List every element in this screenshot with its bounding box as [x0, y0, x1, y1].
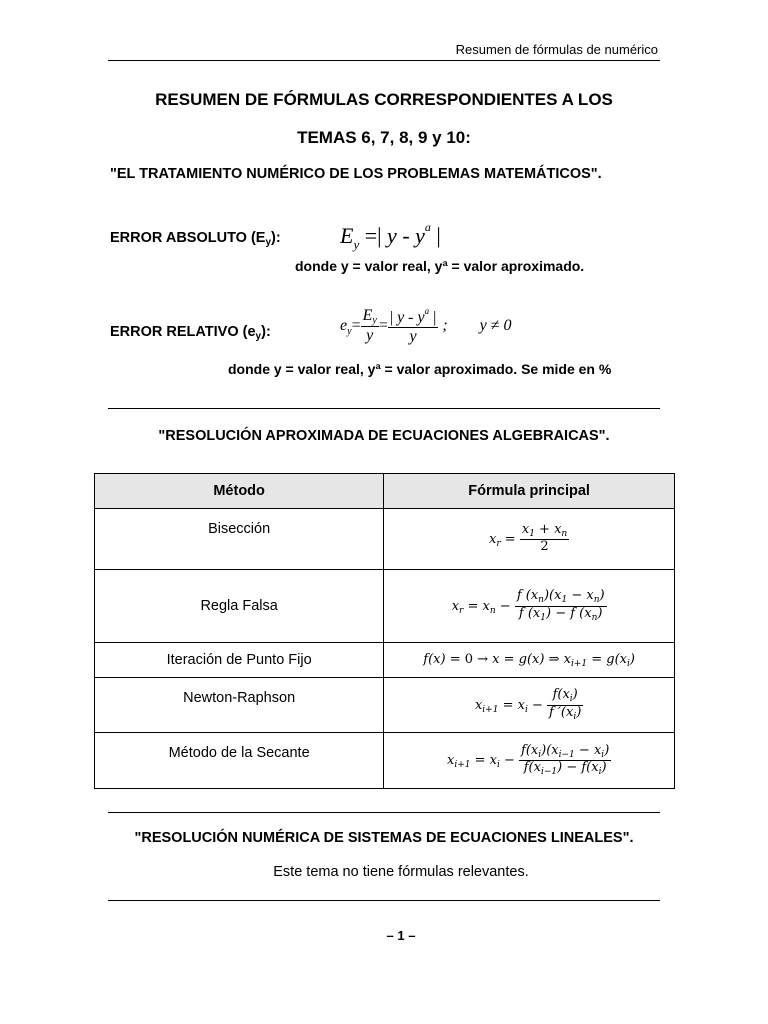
- rel-error-formula: $e_y=$ $\frac{Ey}{y}$ = $\frac{| y - y^a |}{y}$ ; y ≠ 0: [340, 306, 512, 346]
- method-name: Método de la Secante: [95, 733, 384, 789]
- table-row: [95, 643, 675, 678]
- methods-table: [94, 473, 675, 789]
- table-row: [95, 509, 675, 570]
- table-row: [95, 678, 675, 733]
- method-name: Newton-Raphson: [95, 678, 384, 733]
- section-divider-2: [108, 812, 660, 813]
- method-name: Regla Falsa: [95, 570, 384, 643]
- table-row: [95, 733, 675, 789]
- table-header-row: [95, 474, 675, 509]
- formula-regula-falsi: $x_r = x_n$ − $\frac{f (x_n)(x_1 - x_n)}{f (x_1) - f (x_n)}$: [384, 570, 675, 643]
- formula-newton-raphson: $x_{i+1} = x_i$ − $\frac{f(x_i)}{f '(x_i)}$: [384, 678, 675, 733]
- method-name: Bisección: [95, 509, 384, 570]
- formula-bisection: $x_r$ = $\frac{x_1 + x_n}{2}$: [384, 509, 675, 570]
- column-header-method: Método: [95, 474, 384, 509]
- section-divider-3: [108, 900, 660, 901]
- column-header-formula: Fórmula principal: [384, 474, 675, 509]
- abs-error-note: donde y = valor real, yª = valor aproximado.: [295, 258, 585, 274]
- rel-error-label: ERROR RELATIVO $(e_y)$:: [110, 324, 271, 342]
- section3-heading: "RESOLUCIÓN NUMÉRICA DE SISTEMAS DE ECUACIONES LINEALES".: [134, 830, 634, 846]
- formula-fixed-point: f(x) = 0 → x = g(x) ⇒ $x_{i+1} = g(x_i)$: [384, 643, 675, 678]
- formula-secant: $x_{i+1} = x_i$ − $\frac{f(x_i)(x_{i-1} - x_i)}{f(x_{i-1}) - f(x_i)}$: [384, 733, 675, 789]
- page-title-line2: TEMAS 6, 7, 8, 9 y 10:: [297, 128, 471, 147]
- section1-heading: "EL TRATAMIENTO NUMÉRICO DE LOS PROBLEMAS MATEMÁTICOS".: [110, 166, 602, 182]
- section2-heading: "RESOLUCIÓN APROXIMADA DE ECUACIONES ALGEBRAICAS".: [158, 428, 610, 444]
- running-header: Resumen de fórmulas de numérico: [455, 42, 658, 57]
- section-divider-1: [108, 408, 660, 409]
- table-row: [95, 570, 675, 643]
- abs-error-label: ERROR ABSOLUTO $(E_y)$:: [110, 230, 281, 248]
- method-name: Iteración de Punto Fijo: [95, 643, 384, 678]
- header-rule: [108, 60, 660, 61]
- section3-note: Este tema no tiene fórmulas relevantes.: [273, 864, 529, 880]
- page-title-line1: RESUMEN DE FÓRMULAS CORRESPONDIENTES A LOS: [155, 90, 613, 109]
- rel-error-note: donde y = valor real, yª = valor aproximado. Se mide en %: [228, 361, 612, 377]
- page-number: – 1 –: [386, 928, 416, 943]
- abs-error-formula: $E_y$ =| y - $y^a$ |: [340, 220, 441, 252]
